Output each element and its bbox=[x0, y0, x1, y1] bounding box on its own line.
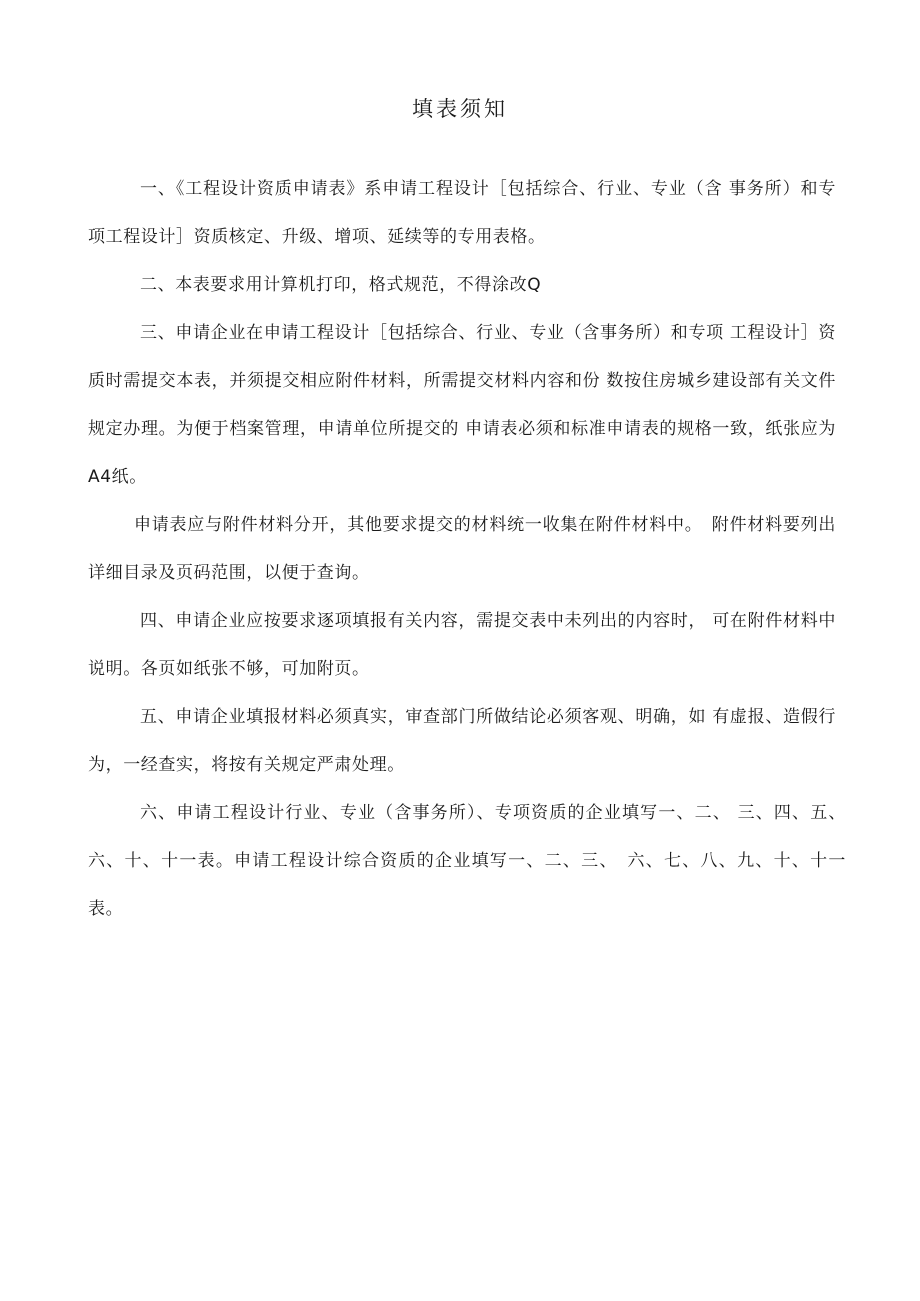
instruction-paragraph-5: 五、申请企业填报材料必须真实，审查部门所做结论必须客观、明确，如 有虚报、造假行为，一经查实，将按有关规定严肃处理。 bbox=[88, 707, 836, 775]
instruction-paragraph-1: 一、《工程设计资质申请表》系申请工程设计［包括综合、行业、专业（含 事务所）和专项工程设计］资质核定、升级、增项、延续等的专用表格。 bbox=[88, 179, 836, 247]
page-title: 填表须知 bbox=[412, 97, 508, 121]
instruction-paragraph-3: 三、申请企业在申请工程设计［包括综合、行业、专业（含事务所）和专项 工程设计］资质时需提交本表，并须提交相应附件材料，所需提交材料内容和份 数按住房城乡建设部有关文件规定办理。为便于档案管理，申请单位所提交的 申请表必须和标准申请表的规格一致，纸张应为A4纸。 bbox=[88, 323, 836, 487]
instructions-body bbox=[88, 165, 846, 933]
instruction-paragraph-3-note: 申请表应与附件材料分开，其他要求提交的材料统一收集在附件材料中。 附件材料要列出详细目录及页码范围，以便于查询。 bbox=[88, 515, 836, 583]
instruction-paragraph-6: 六、申请工程设计行业、专业（含事务所）、专项资质的企业填写一、二、 三、四、五、六、十、十一表。申请工程设计综合资质的企业填写一、二、三、 六、七、八、九、十、十一表。 bbox=[88, 803, 846, 919]
instruction-paragraph-4: 四、申请企业应按要求逐项填报有关内容，需提交表中未列出的内容时， 可在附件材料中说明。各页如纸张不够，可加附页。 bbox=[88, 611, 836, 679]
instruction-paragraph-2: 二、本表要求用计算机打印，格式规范，不得涂改Q bbox=[140, 275, 542, 295]
